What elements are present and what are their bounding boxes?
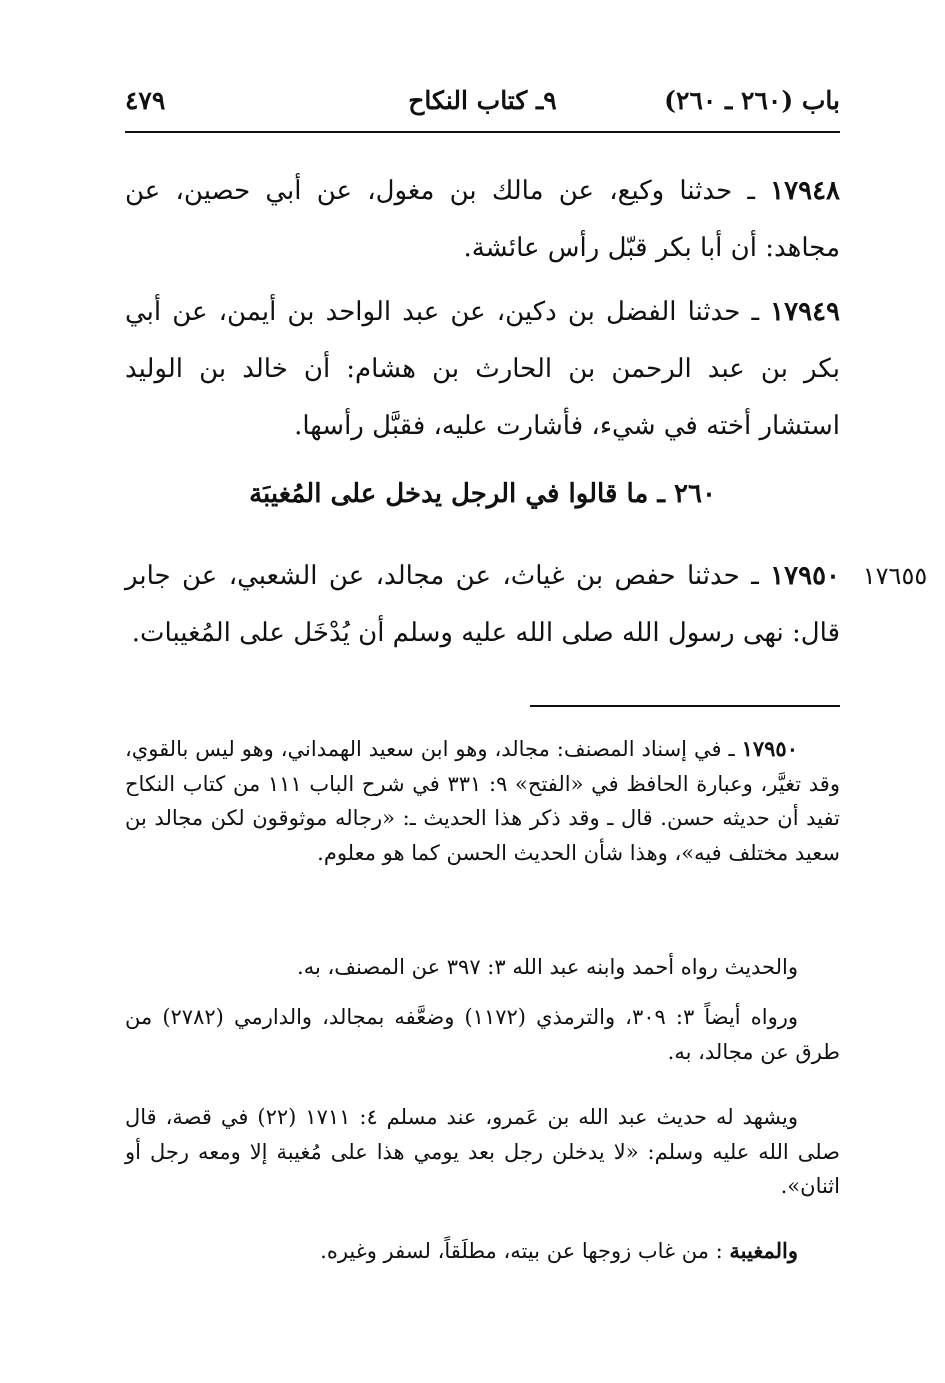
hadith-number: ١٧٩٤٩ — [770, 297, 840, 327]
footnote-text: ـ في إسناد المصنف: مجالد، وهو ابن سعيد الهمداني، وهو ليس بالقوي، وقد تغيَّر، وعبارة الحافظ في «الفتح» ٩: ٣٣١ في شرح الباب ١١١ من كتاب النكاح تفيد أن حديثه حسن. قال ـ وقد ذكر هذا الحديث ـ: «رجاله موثوقون لكن مجالد بن سعيد مختلف فيه»، وهذا شأن الحديث الحسن كما هو معلوم. — [125, 737, 840, 865]
hadith-number: ١٧٩٤٨ — [770, 176, 840, 206]
footnote-definition: : من غاب زوجها عن بيته، مطلَقاً، لسفر وغيره. — [320, 1239, 723, 1263]
footnote-3: ورواه أيضاً ٣: ٣٠٩، والترمذي (١١٧٢) وضعَّفه بمجالد، والدارمي (٢٧٨٢) من طرق عن مجالد، به. — [125, 1005, 840, 1064]
hadith-text: ـ حدثنا حفص بن غياث، عن مجالد، عن الشعبي، عن جابر قال: نهى رسول الله صلى الله عليه وسلم أن يُدْخَل على المُغيبات. — [125, 561, 840, 648]
hadith-text: ـ حدثنا وكيع، عن مالك بن مغول، عن أبي حصين، عن مجاهد: أن أبا بكر قبّل رأس عائشة. — [125, 176, 840, 263]
footnote-5 — [125, 1234, 840, 1269]
footnote-1 — [125, 732, 840, 870]
page-number: ٤٧٩ — [125, 86, 166, 115]
chapter-heading: ٢٦٠ ـ ما قالوا في الرجل يدخل على المُغيبَة — [249, 479, 716, 509]
footnote-4: ويشهد له حديث عبد الله بن عَمرو، عند مسلم ٤: ١٧١١ (٢٢) في قصة، قال صلى الله عليه وسلم: «لا يدخلن رجل بعد يومي هذا على مُغيبة إلا ومعه رجل أو اثنان». — [125, 1105, 840, 1198]
hadith-number: ١٧٩٥٠ — [770, 561, 840, 591]
hadith-17948 — [125, 163, 840, 277]
footnote-2: والحديث رواه أحمد وابنه عبد الله ٣: ٣٩٧ عن المصنف، به. — [297, 955, 798, 979]
running-header — [125, 86, 840, 126]
hadith-17949 — [125, 284, 840, 455]
footnote-number: ١٧٩٥٠ — [741, 736, 798, 761]
hadith-17950 — [125, 548, 840, 662]
header-divider — [125, 131, 840, 133]
chapter-range: باب (٢٦٠ ـ ٢٦٠) — [664, 86, 840, 115]
book-title: ٩ـ كتاب النكاح — [408, 86, 557, 115]
footnote-divider — [530, 705, 840, 707]
hadith-text: ـ حدثنا الفضل بن دكين، عن عبد الواحد بن أيمن، عن أبي بكر بن عبد الرحمن بن الحارث بن هشام: أن خالد بن الوليد استشار أخته في شيء، فأشارت عليه، فقبَّل رأسها. — [125, 297, 840, 441]
margin-number: ١٧٦٥٥ — [862, 562, 928, 590]
footnote-term: والمغيبة — [729, 1238, 798, 1263]
